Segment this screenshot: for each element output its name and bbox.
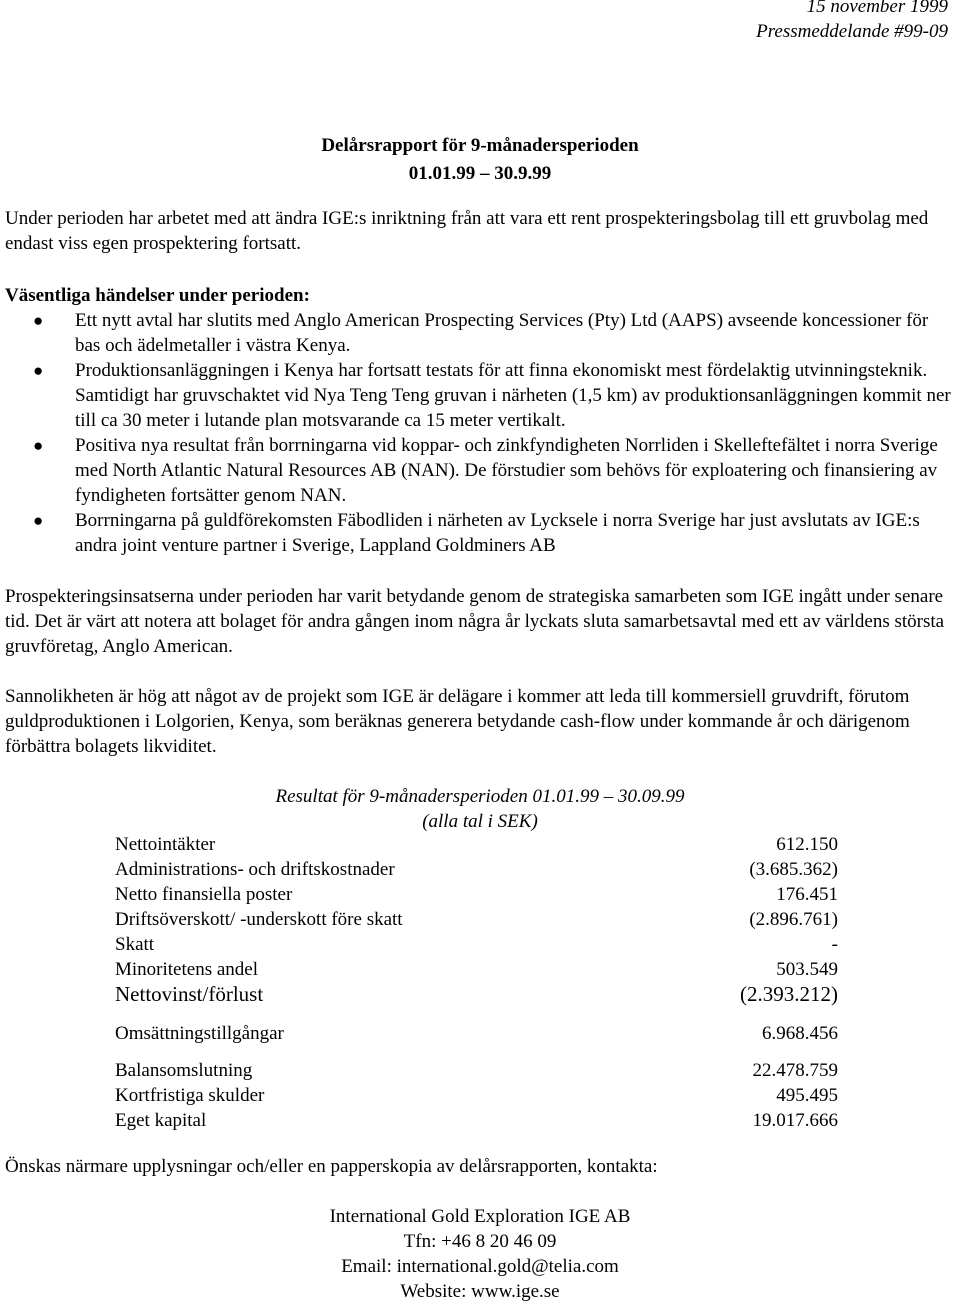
bullet-icon: ● bbox=[33, 511, 44, 530]
events-heading: Väsentliga händelser under perioden: bbox=[5, 285, 310, 306]
report-title-line2: 01.01.99 – 30.9.99 bbox=[408, 163, 552, 184]
company-name: International Gold Exploration IGE AB bbox=[329, 1206, 631, 1227]
report-title-line1: Delårsrapport för 9-månadersperioden bbox=[321, 135, 639, 156]
row-value: 22.478.759 bbox=[752, 1060, 838, 1081]
events-list bbox=[5, 308, 955, 558]
table-row bbox=[115, 832, 838, 857]
row-value: (2.896.761) bbox=[749, 909, 838, 930]
table-row bbox=[115, 857, 838, 882]
results-table bbox=[115, 832, 838, 1133]
website-link[interactable]: Website: www.ige.se bbox=[400, 1281, 560, 1302]
row-label: Skatt bbox=[115, 934, 155, 955]
release-number: Pressmeddelande #99-09 bbox=[756, 21, 948, 42]
row-value: 503.549 bbox=[776, 959, 838, 980]
row-label: Minoritetens andel bbox=[115, 959, 258, 980]
results-heading bbox=[0, 784, 960, 834]
phone-number: Tfn: +46 8 20 46 09 bbox=[403, 1231, 557, 1252]
report-title bbox=[0, 132, 960, 188]
row-value: 19.017.666 bbox=[752, 1110, 838, 1131]
table-row bbox=[115, 1021, 838, 1046]
list-item: ● Borrningarna på guldförekomsten Fäbodliden i närheten av Lycksele i norra Sverige har just avslutats av IGE:s andra joint venture partner i Sverige, Lappland Goldminers AB bbox=[33, 510, 920, 556]
intro-paragraph: Under perioden har arbetet med att ändra IGE:s inriktning från att vara ett rent prospekteringsbolag till ett gruvbolag med endast viss egen prospektering fortsatt. bbox=[5, 208, 929, 254]
table-row bbox=[115, 1108, 838, 1133]
results-subtitle: (alla tal i SEK) bbox=[422, 811, 538, 832]
row-value: 176.451 bbox=[776, 884, 838, 905]
list-item: ● Ett nytt avtal har slutits med Anglo American Prospecting Services (Pty) Ltd (AAPS) avseende koncessioner för bas och ädelmetaller i västra Kenya. bbox=[33, 310, 929, 356]
row-label: Kortfristiga skulder bbox=[115, 1085, 265, 1106]
contact-block bbox=[0, 1204, 960, 1304]
bullet-icon: ● bbox=[33, 311, 44, 330]
table-row bbox=[115, 982, 838, 1009]
results-title: Resultat för 9-månadersperioden 01.01.99 – 30.09.99 bbox=[275, 786, 685, 807]
table-row bbox=[115, 1083, 838, 1108]
row-value: 6.968.456 bbox=[762, 1023, 838, 1044]
list-item: ● Positiva nya resultat från borrningarna vid koppar- och zinkfyndigheten Norrliden i Skelleftefältet i norra Sverige med North Atlantic Natural Resources AB (NAN). De förstudier som behövs för exploatering och finansiering av fyndigheten fortsätter genom NAN. bbox=[33, 435, 938, 506]
table-row bbox=[115, 907, 838, 932]
row-label: Netto finansiella poster bbox=[115, 884, 293, 905]
row-label: Nettovinst/förlust bbox=[115, 982, 264, 1006]
email-link[interactable]: Email: international.gold@telia.com bbox=[341, 1256, 619, 1277]
row-value: 495.495 bbox=[776, 1085, 838, 1106]
table-row bbox=[115, 957, 838, 982]
list-item: ● Produktionsanläggningen i Kenya har fortsatt testats för att finna ekonomiskt mest fördelaktig utvinningsteknik. Samtidigt har gruvschaktet vid Nya Teng Teng gruvan i närheten (1,5 km) av produktionsanläggningen kommit ner till ca 30 meter i lutande plan motsvarande ca 15 meter vertikalt. bbox=[33, 360, 951, 431]
row-label: Administrations- och driftskostnader bbox=[115, 859, 395, 880]
table-row bbox=[115, 882, 838, 907]
row-value: 612.150 bbox=[776, 834, 838, 855]
row-value: - bbox=[831, 934, 838, 955]
outlook-paragraph: Sannolikheten är hög att något av de projekt som IGE är delägare i kommer att leda till kommersiell gruvdrift, förutom guldproduktionen i Lolgorien, Kenya, som beräknas generera betydande cash-flow under kommande år och därigenom förbättra bolagets likviditet. bbox=[5, 686, 910, 757]
row-value: (2.393.212) bbox=[740, 982, 838, 1006]
row-label: Omsättningstillgångar bbox=[115, 1023, 284, 1044]
row-value: (3.685.362) bbox=[749, 859, 838, 880]
release-date: 15 november 1999 bbox=[806, 0, 948, 17]
row-label: Driftsöverskott/ -underskott före skatt bbox=[115, 909, 403, 930]
contact-intro: Önskas närmare upplysningar och/eller en papperskopia av delårsrapporten, kontakta: bbox=[5, 1156, 658, 1177]
row-label: Nettointäkter bbox=[115, 834, 216, 855]
row-label: Eget kapital bbox=[115, 1110, 207, 1131]
row-label: Balansomslutning bbox=[115, 1060, 253, 1081]
bullet-icon: ● bbox=[33, 361, 44, 380]
prospecting-paragraph: Prospekteringsinsatserna under perioden har varit betydande genom de strategiska samarbeten som IGE ingått under senare tid. Det är värt att notera att bolaget för andra gången inom några år lyckats sluta samarbetsavtal med ett av världens största gruvföretag, Anglo American. bbox=[5, 586, 945, 657]
bullet-icon: ● bbox=[33, 436, 44, 455]
table-row bbox=[115, 932, 838, 957]
press-header bbox=[756, 0, 948, 44]
table-row bbox=[115, 1058, 838, 1083]
